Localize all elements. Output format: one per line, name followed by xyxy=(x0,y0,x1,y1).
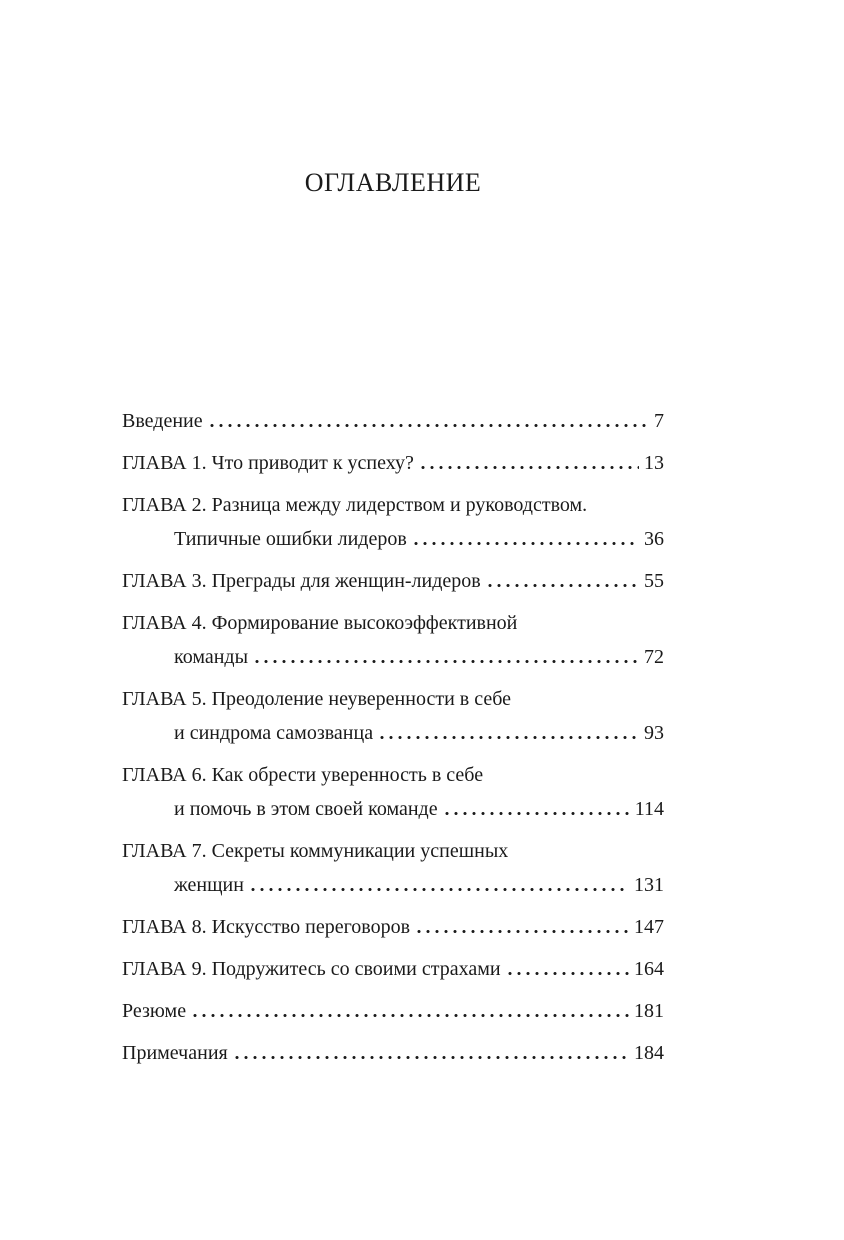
dot-leader xyxy=(210,424,649,427)
page-number: 184 xyxy=(634,1042,664,1064)
dot-leader xyxy=(235,1056,629,1059)
toc-entry-line xyxy=(122,716,664,750)
page-number: 55 xyxy=(644,570,664,592)
toc-list xyxy=(122,404,664,1070)
toc-entry xyxy=(122,606,664,674)
toc-entry-line xyxy=(122,1036,664,1070)
toc-entry-line xyxy=(122,994,664,1028)
toc-entry xyxy=(122,994,664,1028)
toc-entry-label: ГЛАВА 5. Преодоление неуверенности в себе xyxy=(122,688,512,710)
toc-entry xyxy=(122,1036,664,1070)
toc-entry xyxy=(122,910,664,944)
dot-leader xyxy=(421,466,639,469)
dot-leader xyxy=(414,542,639,545)
toc-entry-label: Типичные ошибки лидеров xyxy=(174,528,407,550)
toc-entry-label: ГЛАВА 8. Искусство переговоров xyxy=(122,916,411,938)
toc-entry-label: ГЛАВА 9. Подружитесь со своими страхами xyxy=(122,958,501,980)
toc-entry-line xyxy=(122,564,664,598)
toc-entry-label: ГЛАВА 7. Секреты коммуникации успешных xyxy=(122,840,509,862)
toc-entry-line xyxy=(122,606,664,640)
toc-entry-line xyxy=(122,910,664,944)
toc-entry-line xyxy=(122,792,664,826)
toc-entry-line xyxy=(122,868,664,902)
page-number: 7 xyxy=(654,410,664,432)
toc-entry-line xyxy=(122,404,664,438)
book-page xyxy=(122,0,664,1078)
toc-entry xyxy=(122,682,664,750)
toc-entry xyxy=(122,564,664,598)
toc-entry-line xyxy=(122,640,664,674)
page-number: 93 xyxy=(644,722,664,744)
page-number: 114 xyxy=(634,798,664,820)
dot-leader xyxy=(251,888,629,891)
page-title: ОГЛАВЛЕНИЕ xyxy=(304,168,482,197)
toc-entry xyxy=(122,758,664,826)
page-number: 36 xyxy=(644,528,664,550)
dot-leader xyxy=(417,930,629,933)
page-number: 164 xyxy=(634,958,664,980)
toc-entry-line xyxy=(122,446,664,480)
dot-leader xyxy=(255,660,639,663)
toc-entry-label: Введение xyxy=(122,410,203,432)
toc-entry-label: команды xyxy=(174,646,249,668)
toc-entry-line xyxy=(122,952,664,986)
toc-entry-label: Примечания xyxy=(122,1042,228,1064)
page-number: 72 xyxy=(644,646,664,668)
toc-entry-label: ГЛАВА 4. Формирование высокоэффективной xyxy=(122,612,518,634)
dot-leader xyxy=(380,736,639,739)
toc-entry xyxy=(122,404,664,438)
toc-entry-label: и синдрома самозванца xyxy=(174,722,374,744)
dot-leader xyxy=(488,584,639,587)
toc-entry-line xyxy=(122,758,664,792)
toc-entry xyxy=(122,952,664,986)
toc-entry-line xyxy=(122,522,664,556)
toc-entry-line xyxy=(122,488,664,522)
toc-entry-label: ГЛАВА 2. Разница между лидерством и руководством. xyxy=(122,494,588,516)
toc-entry-line xyxy=(122,682,664,716)
page-number: 147 xyxy=(634,916,664,938)
page-number: 181 xyxy=(634,1000,664,1022)
toc-entry-label: Резюме xyxy=(122,1000,187,1022)
dot-leader xyxy=(193,1014,629,1017)
toc-entry-label: ГЛАВА 6. Как обрести уверенность в себе xyxy=(122,764,484,786)
toc-entry xyxy=(122,488,664,556)
dot-leader xyxy=(445,812,630,815)
dot-leader xyxy=(508,972,629,975)
toc-entry-label: женщин xyxy=(174,874,244,896)
toc-entry-line xyxy=(122,834,664,868)
toc-entry-label: ГЛАВА 3. Преграды для женщин-лидеров xyxy=(122,570,481,592)
toc-entry-label: и помочь в этом своей команде xyxy=(174,798,438,820)
page-number: 131 xyxy=(634,874,664,896)
page-number: 13 xyxy=(644,452,664,474)
toc-entry xyxy=(122,834,664,902)
toc-entry-label: ГЛАВА 1. Что приводит к успеху? xyxy=(122,452,414,474)
toc-entry xyxy=(122,446,664,480)
